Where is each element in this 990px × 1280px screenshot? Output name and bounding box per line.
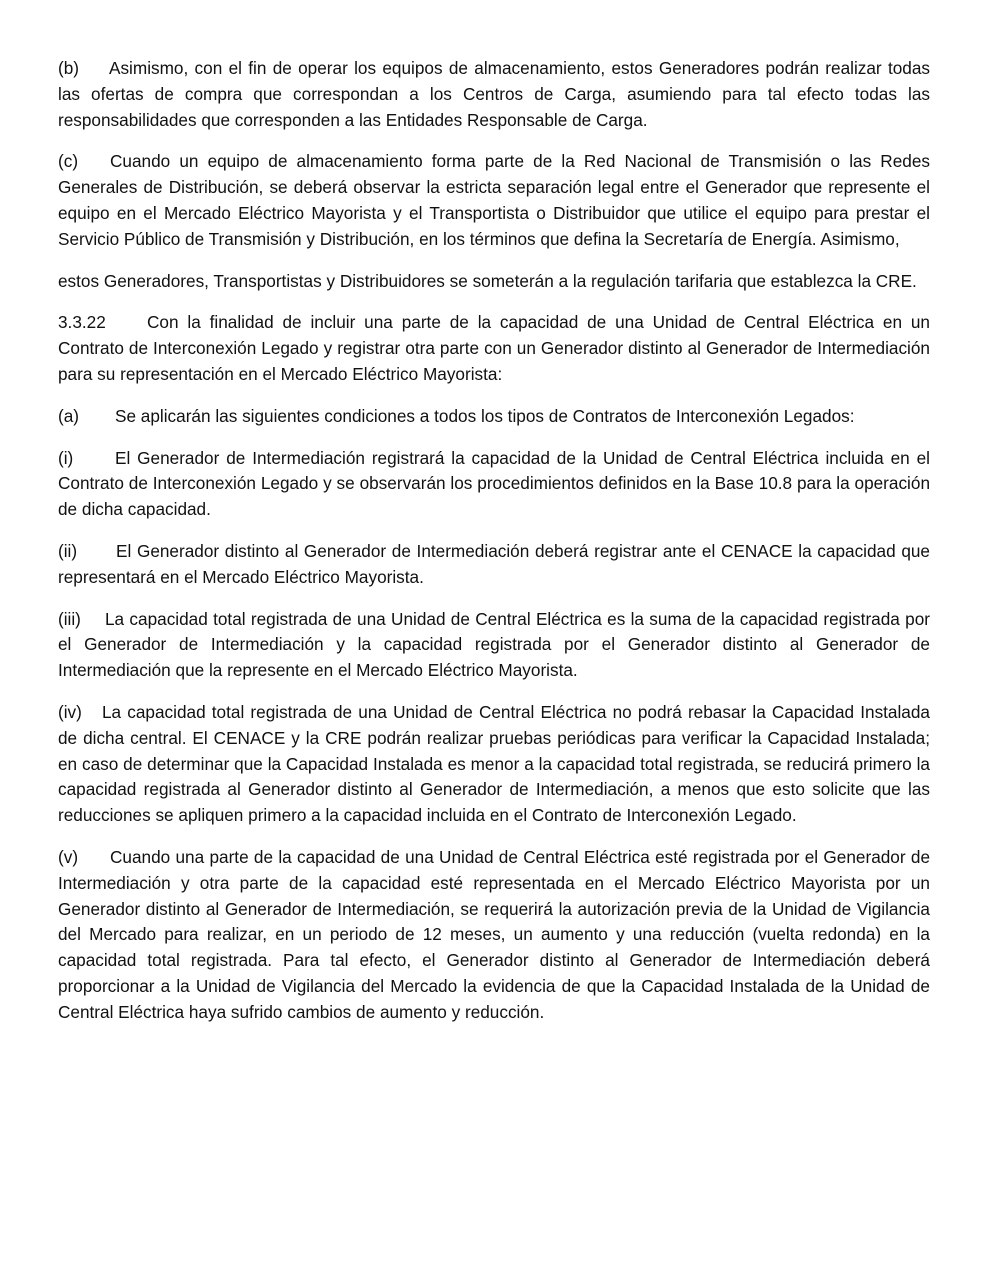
paragraph-b — [58, 56, 930, 133]
paragraph-text: El Generador distinto al Generador de Intermediación deberá registrar ante el CENACE la capacidad que representará en el Mercado Eléctrico Mayorista. — [58, 540, 930, 587]
item-label: (iii) — [58, 608, 81, 629]
section-3-3-22 — [58, 310, 930, 387]
item-label: (c) — [58, 151, 79, 172]
paragraph-text: La capacidad total registrada de una Unidad de Central Eléctrica no podrá rebasar la Capacidad Instalada de dicha central. El CENACE y la CRE podrán realizar pruebas periódicas para verificar la Capacidad Instalada; en caso de determinar que la Capacidad Instalada es menor a la capacidad total registrada, se reducirá primero la capacidad registrada al Generador distinto al Generador de Intermediación, a menos que esto solicite que las reducciones se apliquen primero a la capacidad incluida en el Contrato de Interconexión Legado. — [58, 701, 930, 826]
paragraph-continuation — [58, 269, 930, 295]
section-number: 3.3.22 — [58, 312, 106, 333]
item-label: (iv) — [58, 701, 82, 722]
paragraph-ii — [58, 539, 930, 591]
item-label: (a) — [58, 405, 80, 426]
item-label: (v) — [58, 846, 79, 867]
paragraph-v — [58, 845, 930, 1026]
paragraph-text: Cuando una parte de la capacidad de una Unidad de Central Eléctrica esté registrada por el Generador de Intermediación y otra parte de la capacidad esté representada en el Mercado Eléctrico Mayorista por un Generador distinto al Generador de Intermediación, se requerirá la autorización previa de la Unidad de Vigilancia del Mercado para realizar, en un periodo de 12 meses, un aumento y una reducción (vuelta redonda) en la capacidad total registrada. Para tal efecto, el Generador distinto al Generador de Intermediación deberá proporcionar a la Unidad de Vigilancia del Mercado la evidencia de que la Capacidad Instalada de la Unidad de Central Eléctrica haya sufrido cambios de aumento y reducción. — [58, 846, 930, 1022]
paragraph-text: Se aplicarán las siguientes condiciones a todos los tipos de Contratos de Interconexión Legados: — [115, 405, 855, 426]
item-label: (ii) — [58, 540, 78, 561]
paragraph-text: Asimismo, con el fin de operar los equipos de almacenamiento, estos Generadores podrán realizar todas las ofertas de compra que correspondan a los Centros de Carga, asumiendo para tal efecto todas las responsabilidades que corresponden a las Entidades Responsable de Carga. — [58, 58, 930, 130]
paragraph-text: El Generador de Intermediación registrará la capacidad de la Unidad de Central Eléctrica incluida en el Contrato de Interconexión Legado y se observarán los procedimientos definidos en la Base 10.8 para la operación de dicha capacidad. — [58, 447, 930, 520]
paragraph-iii — [58, 607, 930, 684]
paragraph-text: Cuando un equipo de almacenamiento forma parte de la Red Nacional de Transmisión o las Redes Generales de Distribución, se deberá observar la estricta separación legal entre el Generador que represente el equipo en el Mercado Eléctrico Mayorista y el Transportista o Distribuidor que utilice el equipo para prestar el Servicio Público de Transmisión y Distribución, en los términos que defina la Secretaría de Energía. Asimismo, — [58, 151, 930, 249]
paragraph-text: Con la finalidad de incluir una parte de la capacidad de una Unidad de Central Eléctrica en un Contrato de Interconexión Legado y registrar otra parte con un Generador distinto al Generador de Intermediación para su representación en el Mercado Eléctrico Mayorista: — [58, 312, 930, 384]
item-label: (i) — [58, 447, 74, 468]
item-label: (b) — [58, 58, 80, 78]
paragraph-iv — [58, 700, 930, 829]
paragraph-text: estos Generadores, Transportistas y Distribuidores se someterán a la regulación tarifaria que establezca la CRE. — [58, 270, 917, 291]
paragraph-i — [58, 446, 930, 523]
paragraph-a — [58, 404, 930, 430]
paragraph-c — [58, 149, 930, 252]
paragraph-text: La capacidad total registrada de una Unidad de Central Eléctrica es la suma de la capacidad registrada por el Generador de Intermediación y la capacidad registrada por el Generador distinto al Generador de Intermediación que la represente en el Mercado Eléctrico Mayorista. — [58, 608, 930, 681]
document-page — [58, 56, 930, 1042]
